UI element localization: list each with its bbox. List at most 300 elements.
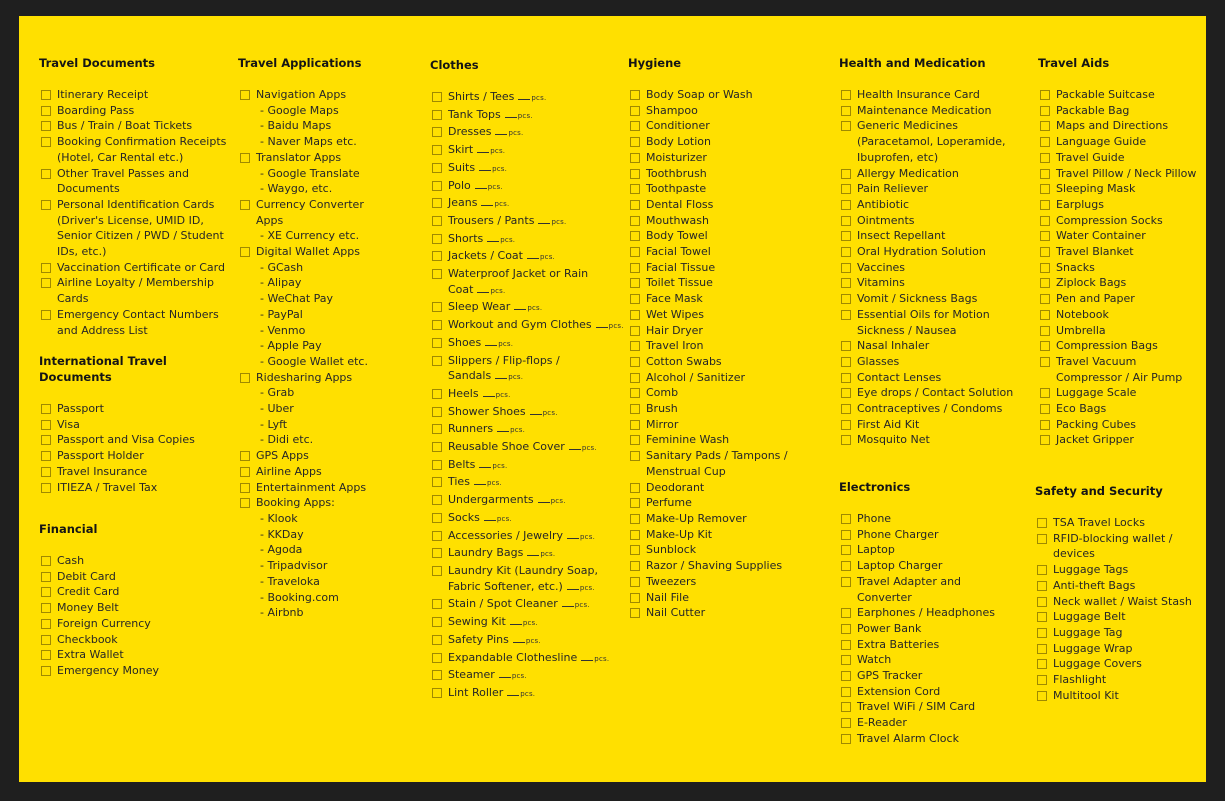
checkbox[interactable]	[41, 635, 51, 645]
checkbox[interactable]	[432, 566, 442, 576]
checklist-item[interactable]	[628, 307, 788, 323]
checklist-item[interactable]	[430, 299, 624, 317]
checklist-item[interactable]	[39, 600, 159, 616]
checklist-item[interactable]	[1035, 641, 1192, 657]
checkbox[interactable]	[240, 498, 250, 508]
checkbox[interactable]	[841, 655, 851, 665]
quantity-pcs-field[interactable]	[475, 183, 503, 191]
checkbox[interactable]	[630, 388, 640, 398]
checklist-item[interactable]	[839, 228, 1013, 244]
quantity-pcs-field[interactable]	[477, 287, 505, 295]
checkbox[interactable]	[1040, 435, 1050, 445]
checkbox[interactable]	[41, 263, 51, 273]
checklist-item[interactable]	[628, 103, 788, 119]
quantity-pcs-field[interactable]	[474, 479, 502, 487]
checkbox[interactable]	[630, 420, 640, 430]
checkbox[interactable]	[41, 666, 51, 676]
checkbox[interactable]	[1040, 388, 1050, 398]
checkbox[interactable]	[240, 90, 250, 100]
checkbox[interactable]	[41, 137, 51, 147]
checklist-item[interactable]	[839, 181, 1013, 197]
checklist-item[interactable]	[430, 195, 624, 213]
checkbox[interactable]	[1037, 644, 1047, 654]
checklist-item[interactable]	[39, 464, 195, 480]
checkbox[interactable]	[41, 603, 51, 613]
checkbox[interactable]	[432, 216, 442, 226]
checkbox[interactable]	[1040, 404, 1050, 414]
quantity-pcs-field[interactable]	[567, 533, 595, 541]
checklist-item[interactable]	[1035, 594, 1192, 610]
checklist-item[interactable]	[39, 103, 226, 119]
checkbox[interactable]	[630, 577, 640, 587]
checklist-item[interactable]	[1038, 244, 1196, 260]
checkbox[interactable]	[630, 593, 640, 603]
checklist-item[interactable]	[39, 134, 226, 150]
checklist-item[interactable]	[39, 417, 195, 433]
checklist-item[interactable]	[1038, 118, 1196, 134]
checkbox[interactable]	[432, 110, 442, 120]
checkbox[interactable]	[1037, 581, 1047, 591]
checkbox[interactable]	[630, 404, 640, 414]
checklist-item[interactable]	[39, 307, 226, 323]
checkbox[interactable]	[630, 373, 640, 383]
checkbox[interactable]	[41, 435, 51, 445]
checkbox[interactable]	[41, 467, 51, 477]
checkbox[interactable]	[1037, 534, 1047, 544]
checklist-item[interactable]	[839, 574, 995, 590]
checklist-item[interactable]	[430, 667, 624, 685]
checklist-item[interactable]	[628, 323, 788, 339]
checkbox[interactable]	[432, 145, 442, 155]
checklist-item[interactable]	[238, 464, 368, 480]
checklist-item[interactable]	[39, 401, 195, 417]
checkbox[interactable]	[841, 514, 851, 524]
checklist-item[interactable]	[1035, 515, 1192, 531]
checklist-item[interactable]	[1038, 307, 1196, 323]
checklist-item[interactable]	[430, 317, 624, 335]
quantity-pcs-field[interactable]	[527, 253, 555, 261]
checkbox[interactable]	[432, 424, 442, 434]
checklist-item[interactable]	[839, 621, 995, 637]
checklist-item[interactable]	[430, 545, 624, 563]
checkbox[interactable]	[841, 278, 851, 288]
checklist-item[interactable]	[628, 558, 788, 574]
checkbox[interactable]	[1037, 612, 1047, 622]
checklist-item[interactable]	[1035, 578, 1192, 594]
checkbox[interactable]	[841, 530, 851, 540]
checkbox[interactable]	[841, 357, 851, 367]
checkbox[interactable]	[1040, 200, 1050, 210]
checklist-item[interactable]	[628, 150, 788, 166]
checkbox[interactable]	[432, 635, 442, 645]
checklist-item[interactable]	[628, 605, 788, 621]
checklist-item[interactable]	[628, 228, 788, 244]
checklist-item[interactable]	[839, 684, 995, 700]
checklist-item[interactable]	[39, 260, 226, 276]
checkbox[interactable]	[630, 106, 640, 116]
checklist-item[interactable]	[238, 244, 368, 260]
checkbox[interactable]	[841, 561, 851, 571]
checkbox[interactable]	[1037, 675, 1047, 685]
checklist-item[interactable]	[1035, 625, 1192, 641]
checkbox[interactable]	[432, 127, 442, 137]
quantity-pcs-field[interactable]	[484, 515, 512, 523]
quantity-pcs-field[interactable]	[538, 497, 566, 505]
checklist-item[interactable]	[430, 89, 624, 107]
checklist-item[interactable]	[39, 553, 159, 569]
checkbox[interactable]	[630, 608, 640, 618]
checkbox[interactable]	[432, 338, 442, 348]
checkbox[interactable]	[841, 184, 851, 194]
checklist-item[interactable]	[430, 510, 624, 528]
quantity-pcs-field[interactable]	[495, 373, 523, 381]
quantity-pcs-field[interactable]	[596, 322, 624, 330]
checkbox[interactable]	[41, 451, 51, 461]
checkbox[interactable]	[630, 483, 640, 493]
checklist-item[interactable]	[1038, 401, 1196, 417]
checkbox[interactable]	[41, 587, 51, 597]
checkbox[interactable]	[841, 545, 851, 555]
checklist-item[interactable]	[839, 291, 1013, 307]
checkbox[interactable]	[41, 169, 51, 179]
checklist-item[interactable]	[628, 417, 788, 433]
checklist-item[interactable]	[430, 404, 624, 422]
checkbox[interactable]	[1037, 518, 1047, 528]
checklist-item[interactable]	[628, 448, 788, 464]
checklist-item[interactable]	[39, 118, 226, 134]
checkbox[interactable]	[432, 617, 442, 627]
checkbox[interactable]	[841, 373, 851, 383]
checklist-item[interactable]	[839, 307, 1013, 323]
checklist-item[interactable]	[430, 492, 624, 510]
checkbox[interactable]	[841, 90, 851, 100]
checkbox[interactable]	[432, 495, 442, 505]
checkbox[interactable]	[41, 200, 51, 210]
quantity-pcs-field[interactable]	[495, 129, 523, 137]
checklist-item[interactable]	[39, 663, 159, 679]
checkbox[interactable]	[841, 121, 851, 131]
checkbox[interactable]	[630, 231, 640, 241]
quantity-pcs-field[interactable]	[487, 236, 515, 244]
checkbox[interactable]	[630, 514, 640, 524]
checkbox[interactable]	[841, 263, 851, 273]
checkbox[interactable]	[841, 169, 851, 179]
checklist-item[interactable]	[39, 480, 195, 496]
checklist-item[interactable]	[839, 637, 995, 653]
checkbox[interactable]	[841, 420, 851, 430]
checkbox[interactable]	[841, 404, 851, 414]
checklist-item[interactable]	[839, 385, 1013, 401]
checkbox[interactable]	[841, 687, 851, 697]
checklist-item[interactable]	[839, 87, 1013, 103]
checkbox[interactable]	[1040, 90, 1050, 100]
checklist-item[interactable]	[1038, 134, 1196, 150]
checklist-item[interactable]	[39, 197, 226, 213]
checklist-item[interactable]	[1035, 609, 1192, 625]
checkbox[interactable]	[240, 200, 250, 210]
checkbox[interactable]	[841, 388, 851, 398]
checkbox[interactable]	[630, 153, 640, 163]
checklist-item[interactable]	[430, 160, 624, 178]
checklist-item[interactable]	[839, 244, 1013, 260]
checklist-item[interactable]	[430, 421, 624, 439]
checkbox[interactable]	[630, 200, 640, 210]
checkbox[interactable]	[630, 247, 640, 257]
checkbox[interactable]	[1040, 420, 1050, 430]
checkbox[interactable]	[432, 407, 442, 417]
checklist-item[interactable]	[839, 370, 1013, 386]
checkbox[interactable]	[841, 247, 851, 257]
quantity-pcs-field[interactable]	[485, 340, 513, 348]
checklist-item[interactable]	[39, 632, 159, 648]
checkbox[interactable]	[841, 640, 851, 650]
checklist-item[interactable]	[430, 124, 624, 142]
checkbox[interactable]	[1040, 153, 1050, 163]
checkbox[interactable]	[841, 294, 851, 304]
checklist-item[interactable]	[628, 480, 788, 496]
checkbox[interactable]	[841, 624, 851, 634]
checklist-item[interactable]	[430, 231, 624, 249]
checklist-item[interactable]	[430, 457, 624, 475]
checklist-item[interactable]	[839, 731, 995, 747]
checkbox[interactable]	[41, 121, 51, 131]
checklist-item[interactable]	[1038, 338, 1196, 354]
checkbox[interactable]	[630, 530, 640, 540]
checkbox[interactable]	[41, 650, 51, 660]
quantity-pcs-field[interactable]	[479, 165, 507, 173]
checkbox[interactable]	[1040, 169, 1050, 179]
checklist-item[interactable]	[1038, 213, 1196, 229]
checkbox[interactable]	[630, 498, 640, 508]
checklist-item[interactable]	[238, 370, 368, 386]
checklist-item[interactable]	[839, 605, 995, 621]
checklist-item[interactable]	[1035, 562, 1192, 578]
checkbox[interactable]	[41, 483, 51, 493]
checkbox[interactable]	[432, 163, 442, 173]
checklist-item[interactable]	[430, 563, 624, 579]
checklist-item[interactable]	[238, 197, 368, 213]
checklist-item[interactable]	[628, 590, 788, 606]
checklist-item[interactable]	[1035, 656, 1192, 672]
checklist-item[interactable]	[430, 353, 624, 369]
checkbox[interactable]	[630, 216, 640, 226]
checkbox[interactable]	[432, 181, 442, 191]
checklist-item[interactable]	[1038, 197, 1196, 213]
checkbox[interactable]	[432, 320, 442, 330]
checklist-item[interactable]	[839, 699, 995, 715]
quantity-pcs-field[interactable]	[530, 409, 558, 417]
checklist-item[interactable]	[839, 275, 1013, 291]
checkbox[interactable]	[630, 90, 640, 100]
checklist-item[interactable]	[39, 87, 226, 103]
checklist-item[interactable]	[1038, 385, 1196, 401]
checklist-item[interactable]	[1038, 323, 1196, 339]
checkbox[interactable]	[630, 357, 640, 367]
checklist-item[interactable]	[1038, 260, 1196, 276]
checklist-item[interactable]	[839, 401, 1013, 417]
quantity-pcs-field[interactable]	[507, 690, 535, 698]
checklist-item[interactable]	[628, 401, 788, 417]
checkbox[interactable]	[630, 184, 640, 194]
checkbox[interactable]	[841, 608, 851, 618]
quantity-pcs-field[interactable]	[518, 94, 546, 102]
checkbox[interactable]	[841, 718, 851, 728]
checklist-item[interactable]	[1038, 166, 1196, 182]
checklist-item[interactable]	[430, 528, 624, 546]
checklist-item[interactable]	[1035, 688, 1192, 704]
checklist-item[interactable]	[430, 614, 624, 632]
checkbox[interactable]	[41, 556, 51, 566]
checkbox[interactable]	[1037, 597, 1047, 607]
checkbox[interactable]	[432, 548, 442, 558]
checklist-item[interactable]	[238, 448, 368, 464]
checklist-item[interactable]	[628, 574, 788, 590]
checkbox[interactable]	[240, 247, 250, 257]
quantity-pcs-field[interactable]	[481, 200, 509, 208]
checklist-item[interactable]	[430, 266, 624, 282]
checklist-item[interactable]	[39, 432, 195, 448]
checkbox[interactable]	[432, 531, 442, 541]
checklist-item[interactable]	[628, 338, 788, 354]
checkbox[interactable]	[1040, 121, 1050, 131]
quantity-pcs-field[interactable]	[514, 304, 542, 312]
checkbox[interactable]	[630, 545, 640, 555]
checkbox[interactable]	[841, 216, 851, 226]
checklist-item[interactable]	[1038, 150, 1196, 166]
checkbox[interactable]	[841, 734, 851, 744]
checkbox[interactable]	[432, 302, 442, 312]
checklist-item[interactable]	[430, 386, 624, 404]
checklist-item[interactable]	[1038, 417, 1196, 433]
checkbox[interactable]	[41, 90, 51, 100]
checkbox[interactable]	[41, 619, 51, 629]
checkbox[interactable]	[432, 269, 442, 279]
quantity-pcs-field[interactable]	[505, 112, 533, 120]
checkbox[interactable]	[240, 483, 250, 493]
checklist-item[interactable]	[628, 527, 788, 543]
checkbox[interactable]	[432, 513, 442, 523]
checklist-item[interactable]	[839, 354, 1013, 370]
checklist-item[interactable]	[238, 87, 368, 103]
checklist-item[interactable]	[430, 178, 624, 196]
checkbox[interactable]	[841, 231, 851, 241]
checklist-item[interactable]	[1038, 103, 1196, 119]
checkbox[interactable]	[41, 310, 51, 320]
quantity-pcs-field[interactable]	[538, 218, 566, 226]
checkbox[interactable]	[1040, 294, 1050, 304]
checklist-item[interactable]	[839, 260, 1013, 276]
quantity-pcs-field[interactable]	[477, 147, 505, 155]
checklist-item[interactable]	[839, 511, 995, 527]
checkbox[interactable]	[41, 278, 51, 288]
quantity-pcs-field[interactable]	[527, 550, 555, 558]
checklist-item[interactable]	[1038, 87, 1196, 103]
checklist-item[interactable]	[628, 495, 788, 511]
checklist-item[interactable]	[839, 197, 1013, 213]
checklist-item[interactable]	[628, 432, 788, 448]
checkbox[interactable]	[630, 341, 640, 351]
checkbox[interactable]	[841, 671, 851, 681]
checkbox[interactable]	[240, 467, 250, 477]
checkbox[interactable]	[630, 310, 640, 320]
checkbox[interactable]	[432, 442, 442, 452]
checkbox[interactable]	[1040, 278, 1050, 288]
checklist-item[interactable]	[39, 616, 159, 632]
checklist-item[interactable]	[628, 166, 788, 182]
checklist-item[interactable]	[430, 439, 624, 457]
checklist-item[interactable]	[430, 474, 624, 492]
checklist-item[interactable]	[628, 370, 788, 386]
checklist-item[interactable]	[628, 181, 788, 197]
checklist-item[interactable]	[839, 213, 1013, 229]
checklist-item[interactable]	[628, 87, 788, 103]
quantity-pcs-field[interactable]	[499, 672, 527, 680]
checkbox[interactable]	[41, 404, 51, 414]
quantity-pcs-field[interactable]	[479, 462, 507, 470]
quantity-pcs-field[interactable]	[562, 601, 590, 609]
checklist-item[interactable]	[430, 107, 624, 125]
checkbox[interactable]	[1040, 310, 1050, 320]
checkbox[interactable]	[630, 561, 640, 571]
checkbox[interactable]	[432, 599, 442, 609]
checkbox[interactable]	[1037, 565, 1047, 575]
checkbox[interactable]	[630, 169, 640, 179]
checkbox[interactable]	[1040, 184, 1050, 194]
checklist-item[interactable]	[1038, 181, 1196, 197]
checkbox[interactable]	[1040, 357, 1050, 367]
checkbox[interactable]	[1037, 691, 1047, 701]
checkbox[interactable]	[630, 451, 640, 461]
checklist-item[interactable]	[430, 213, 624, 231]
checkbox[interactable]	[841, 702, 851, 712]
checklist-item[interactable]	[1038, 354, 1196, 370]
checkbox[interactable]	[432, 653, 442, 663]
checklist-item[interactable]	[628, 511, 788, 527]
checklist-item[interactable]	[628, 118, 788, 134]
checklist-item[interactable]	[839, 166, 1013, 182]
checkbox[interactable]	[432, 251, 442, 261]
checkbox[interactable]	[630, 137, 640, 147]
checklist-item[interactable]	[628, 354, 788, 370]
checkbox[interactable]	[1040, 247, 1050, 257]
checkbox[interactable]	[630, 121, 640, 131]
checkbox[interactable]	[1040, 341, 1050, 351]
checkbox[interactable]	[432, 389, 442, 399]
checkbox[interactable]	[630, 294, 640, 304]
checklist-item[interactable]	[430, 650, 624, 668]
quantity-pcs-field[interactable]	[567, 584, 595, 592]
checkbox[interactable]	[630, 435, 640, 445]
checkbox[interactable]	[432, 356, 442, 366]
checkbox[interactable]	[432, 460, 442, 470]
checkbox[interactable]	[432, 477, 442, 487]
quantity-pcs-field[interactable]	[569, 444, 597, 452]
checklist-item[interactable]	[839, 542, 995, 558]
checklist-item[interactable]	[839, 527, 995, 543]
checkbox[interactable]	[432, 198, 442, 208]
quantity-pcs-field[interactable]	[513, 637, 541, 645]
checkbox[interactable]	[41, 572, 51, 582]
checklist-item[interactable]	[39, 166, 226, 182]
checklist-item[interactable]	[628, 213, 788, 229]
checkbox[interactable]	[432, 234, 442, 244]
checkbox[interactable]	[240, 451, 250, 461]
checklist-item[interactable]	[839, 338, 1013, 354]
checkbox[interactable]	[1040, 216, 1050, 226]
checklist-item[interactable]	[238, 495, 368, 511]
checkbox[interactable]	[841, 106, 851, 116]
checkbox[interactable]	[841, 200, 851, 210]
